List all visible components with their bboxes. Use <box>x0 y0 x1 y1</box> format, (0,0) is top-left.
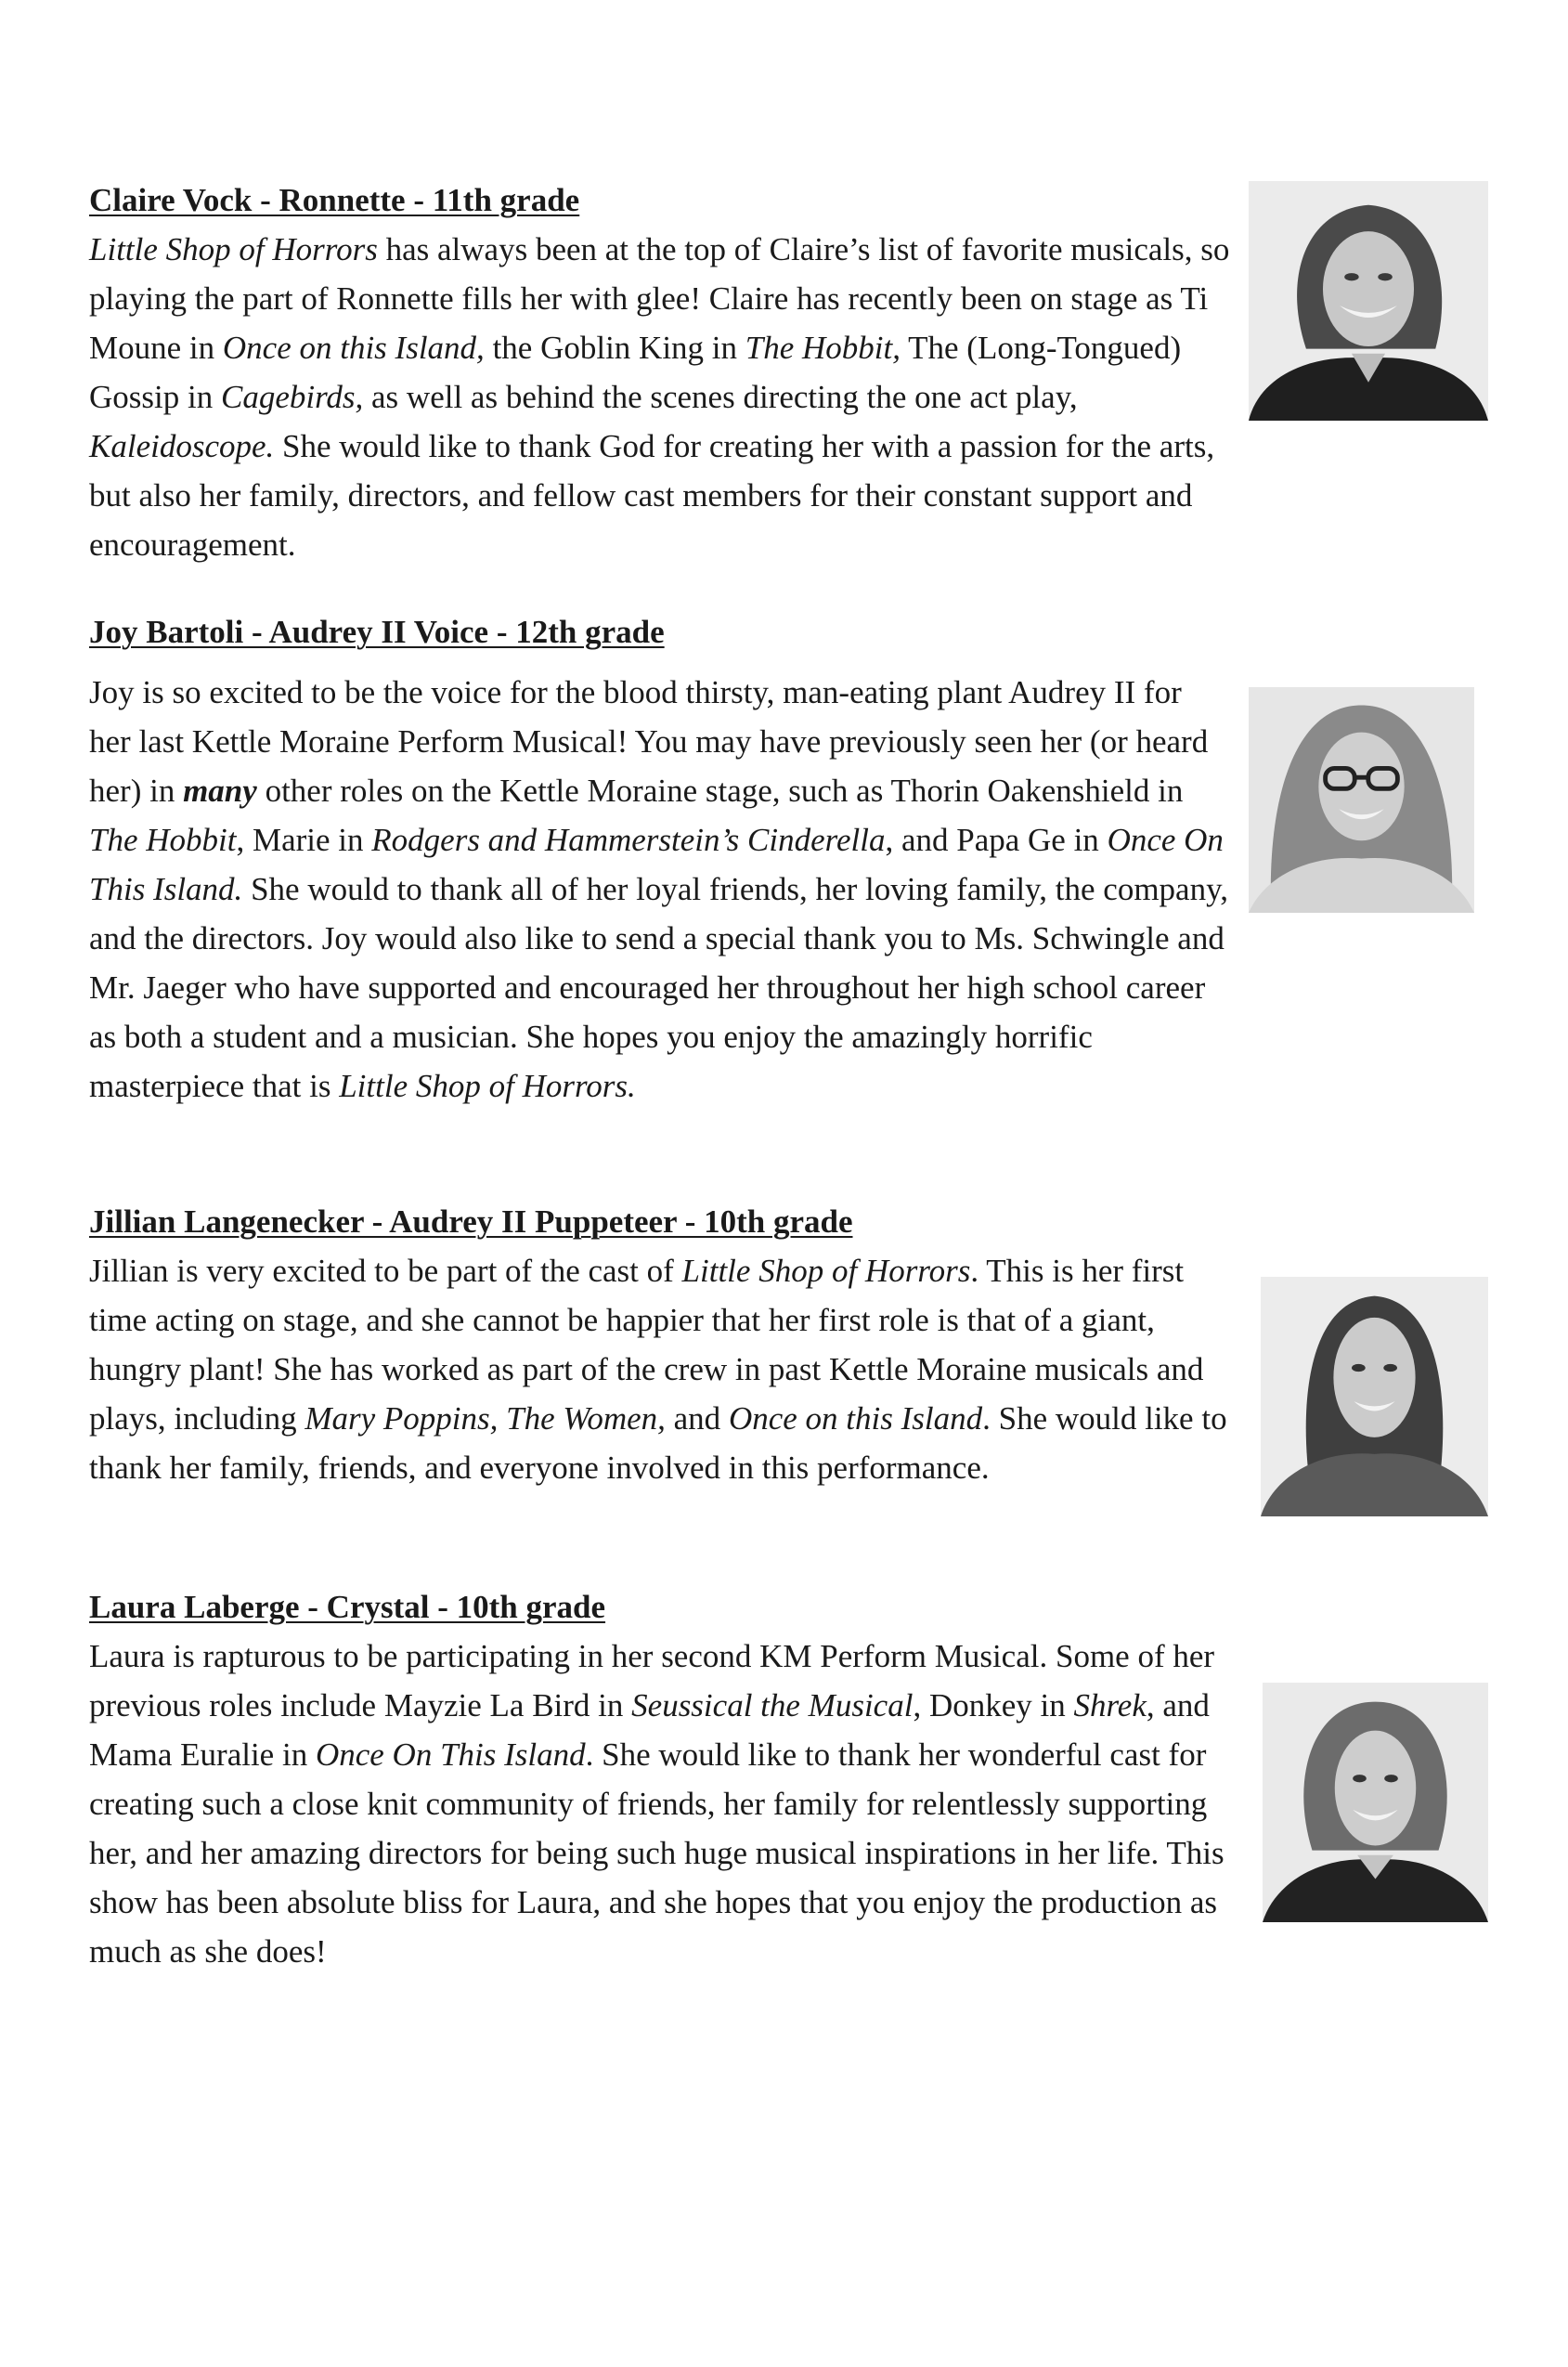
text-run: The Hobbit, <box>745 330 901 366</box>
text-run: Seussical the Musical <box>631 1687 914 1723</box>
text-run: the Goblin King in <box>484 330 745 366</box>
text-run: Once on this Island, <box>222 330 485 366</box>
text-run: has always been at the top of Claire’s list of favorite musicals, so playing the part of Ronnette fills her with glee! Claire has recently been on stage as Ti Moune in <box>89 231 1230 366</box>
text-run: Laura is rapturous to be participating in her second KM Perform Musical. Some of her previous roles include Mayzie La Bird in <box>89 1638 1215 1723</box>
bio-paragraph <box>89 225 1231 569</box>
text-run: Shrek <box>1073 1687 1147 1723</box>
text-run: as well as behind the scenes directing the one act play, <box>363 379 1078 415</box>
bio-heading: Claire Vock - Ronnette - 11th grade <box>89 182 580 218</box>
bio-heading: Joy Bartoli - Audrey II Voice - 12th grade <box>89 614 665 650</box>
text-run: The Hobbit <box>89 822 237 858</box>
bio-joy-bartoli <box>89 608 1231 1111</box>
text-run: Once On This Island <box>315 1736 586 1773</box>
text-run: Joy is so excited to be the voice for the blood thirsty, man-eating plant Audrey II for her last Kettle Moraine Perform Musical! You may have previously seen her (or heard her) in <box>89 674 1209 809</box>
headshot-photo-claire <box>1249 181 1488 421</box>
text-run: , Marie in <box>236 822 372 858</box>
bio-heading: Laura Laberge - Crystal - 10th grade <box>89 1589 606 1625</box>
text-run: , Donkey in <box>913 1687 1074 1723</box>
text-run: other roles on the Kettle Moraine stage, such as Thorin Oakenshield in <box>256 773 1184 809</box>
bio-jillian-langenecker <box>89 1198 1231 1492</box>
text-run: many <box>183 773 257 809</box>
text-run: . She would like to thank her wonderful cast for creating such a close knit community of friends, her family for relentlessly supporting her, and her amazing directors for being such huge musical inspirations in her life. This show has been absolute bliss for Laura, and she hopes that you enjoy the production as much as she does! <box>89 1736 1225 1970</box>
text-run: . She would like to thank her family, friends, and everyone involved in this performance. <box>89 1400 1227 1486</box>
text-run: Rodgers and Hammerstein’s Cinderella <box>371 822 886 858</box>
bio-paragraph <box>89 1246 1231 1492</box>
text-run: Mary Poppins, The Women, <box>305 1400 666 1437</box>
text-run: , and Mama Euralie in <box>89 1687 1210 1773</box>
headshot-photo-laura <box>1263 1683 1488 1922</box>
text-run: , and Papa Ge in <box>885 822 1108 858</box>
text-run: . This is her first time acting on stage, and she cannot be happier that her first role is that of a giant, hungry plant! She has worked as part of the crew in past Kettle Moraine musicals and plays, including <box>89 1253 1204 1437</box>
text-run: Little Shop of Horrors. <box>339 1068 636 1104</box>
text-run: Once on this Island <box>728 1400 983 1437</box>
bio-paragraph <box>89 668 1231 1111</box>
bio-laura-laberge <box>89 1583 1231 1976</box>
text-run: Jillian is very excited to be part of the cast of <box>89 1253 682 1289</box>
text-run: Little Shop of Horrors <box>89 231 378 267</box>
text-run: Once On This Island. <box>89 822 1224 907</box>
headshot-photo-joy <box>1249 687 1474 913</box>
text-run: and <box>665 1400 729 1437</box>
bio-paragraph <box>89 1632 1231 1976</box>
bio-claire-vock <box>89 176 1231 569</box>
headshot-photo-jillian <box>1261 1277 1488 1516</box>
text-run: Kaleidoscope. <box>89 428 275 464</box>
text-run: Little Shop of Horrors <box>681 1253 971 1289</box>
text-run: The (Long-Tongued) Gossip in <box>89 330 1182 415</box>
text-run: Cagebirds, <box>220 379 364 415</box>
text-run: She would to thank all of her loyal friends, her loving family, the company, and the directors. Joy would also like to send a special thank you to Ms. Schwingle and Mr. Jaeger who have supported and encouraged her throughout her high school career as both a student and a musician. She hopes you enjoy the amazingly horrific masterpiece that is <box>89 871 1229 1104</box>
text-run: She would like to thank God for creating her with a passion for the arts, but also her family, directors, and fellow cast members for their constant support and encouragement. <box>89 428 1215 563</box>
bio-heading: Jillian Langenecker - Audrey II Puppeteer - 10th grade <box>89 1203 853 1240</box>
